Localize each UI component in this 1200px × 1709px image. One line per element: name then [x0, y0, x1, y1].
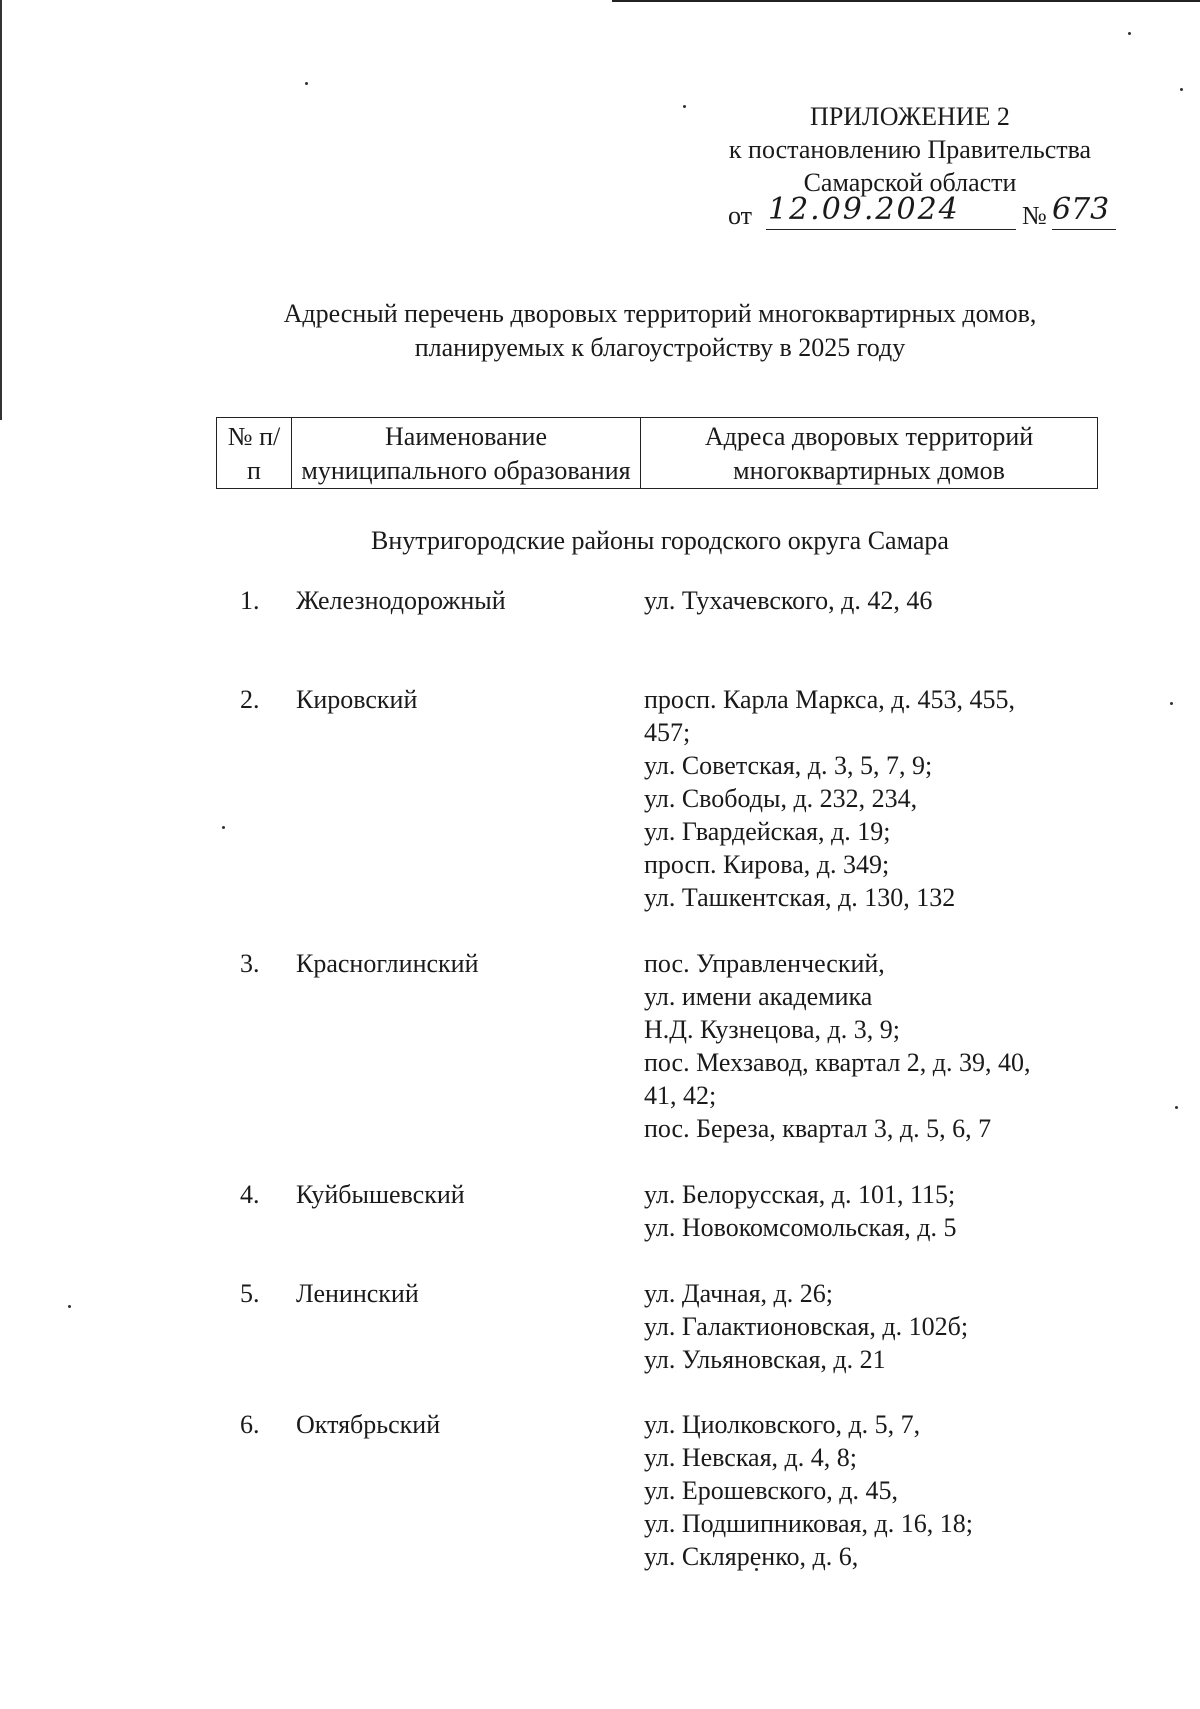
- scan-speck: [222, 826, 225, 829]
- address-line: ул. Ташкентская, д. 130, 132: [644, 883, 956, 912]
- address-line: ул. Ерошевского, д. 45,: [644, 1476, 898, 1505]
- address-line: ул. Галактионовская, д. 102б;: [644, 1312, 969, 1341]
- address-line: ул. Новокомсомольская, д. 5: [644, 1213, 957, 1242]
- address-line: 457;: [644, 718, 691, 747]
- address-line: ул. Тухачевского, д. 42, 46: [644, 586, 933, 615]
- row-number: 2.: [240, 685, 260, 714]
- row-addresses: [644, 1178, 1084, 1244]
- address-line: пос. Береза, квартал 3, д. 5, 6, 7: [644, 1114, 992, 1143]
- section-title: Внутригородские районы городского округа Самара: [371, 526, 949, 555]
- address-line: ул. имени академика: [644, 982, 873, 1011]
- row-addresses: [644, 584, 1084, 617]
- scan-speck: [1175, 1106, 1178, 1109]
- row-addresses: [644, 1277, 1084, 1376]
- handwritten-number: 673: [1052, 193, 1116, 230]
- row-municipality: Октябрьский: [296, 1410, 441, 1439]
- row-municipality: Красноглинский: [296, 949, 479, 978]
- appendix-block: [700, 100, 1120, 235]
- address-line: ул. Ульяновская, д. 21: [644, 1345, 886, 1374]
- date-prefix: от: [728, 201, 753, 230]
- address-line: ул. Подшипниковая, д. 16, 18;: [644, 1509, 973, 1538]
- scan-edge-top: [612, 0, 1200, 2]
- scan-speck: [683, 105, 686, 108]
- row-municipality: Кировский: [296, 685, 418, 714]
- address-line: пос. Мехзавод, квартал 2, д. 39, 40,: [644, 1048, 1031, 1077]
- scan-speck: [1128, 32, 1131, 35]
- row-number: 3.: [240, 949, 260, 978]
- header-number: № п/п: [217, 418, 292, 489]
- scan-speck: [305, 82, 308, 85]
- row-number: 5.: [240, 1279, 260, 1308]
- appendix-date-line: [700, 192, 1120, 235]
- header-addresses: Адреса дворовых территорий многоквартирных домов: [641, 418, 1098, 489]
- header-municipality: Наименование муниципального образования: [292, 418, 641, 489]
- address-line: пос. Управленческий,: [644, 949, 885, 978]
- row-municipality: Куйбышевский: [296, 1180, 465, 1209]
- scan-speck: [1170, 702, 1173, 705]
- address-line: просп. Карла Маркса, д. 453, 455,: [644, 685, 1015, 714]
- title-line-1: Адресный перечень дворовых территорий многоквартирных домов,: [283, 299, 1037, 328]
- row-number: 4.: [240, 1180, 260, 1209]
- scan-edge-left: [0, 0, 2, 420]
- address-line: Н.Д. Кузнецова, д. 3, 9;: [644, 1015, 900, 1044]
- handwritten-date: 12.09.2024: [766, 193, 1016, 230]
- appendix-line-region: Самарской области: [803, 168, 1017, 197]
- row-addresses: [644, 947, 1084, 1145]
- title-line-2: планируемых к благоустройству в 2025 году: [414, 333, 906, 362]
- row-addresses: [644, 683, 1084, 914]
- address-line: ул. Дачная, д. 26;: [644, 1279, 834, 1308]
- row-municipality: Ленинский: [296, 1279, 419, 1308]
- address-line: ул. Свободы, д. 232, 234,: [644, 784, 918, 813]
- address-line: просп. Кирова, д. 349;: [644, 850, 890, 879]
- address-line: ул. Невская, д. 4, 8;: [644, 1443, 858, 1472]
- appendix-line-resolution: к постановлению Правительства: [728, 135, 1092, 164]
- document-title: [200, 297, 1120, 365]
- row-municipality: Железнодорожный: [296, 586, 506, 615]
- address-line: ул. Гвардейская, д. 19;: [644, 817, 891, 846]
- row-number: 6.: [240, 1410, 260, 1439]
- number-prefix: №: [1022, 201, 1047, 230]
- row-addresses: [644, 1408, 1084, 1573]
- row-number: 1.: [240, 586, 260, 615]
- address-line: ул. Циолковского, д. 5, 7,: [644, 1410, 921, 1439]
- address-line: ул. Советская, д. 3, 5, 7, 9;: [644, 751, 933, 780]
- scan-speck: [1180, 88, 1183, 91]
- address-line: 41, 42;: [644, 1081, 717, 1110]
- address-line: ул. Белорусская, д. 101, 115;: [644, 1180, 956, 1209]
- scan-speck: [68, 1305, 71, 1308]
- address-line: ул. Скляренко, д. 6,: [644, 1542, 859, 1571]
- appendix-heading: ПРИЛОЖЕНИЕ 2: [810, 102, 1010, 131]
- table-header: [216, 417, 1098, 489]
